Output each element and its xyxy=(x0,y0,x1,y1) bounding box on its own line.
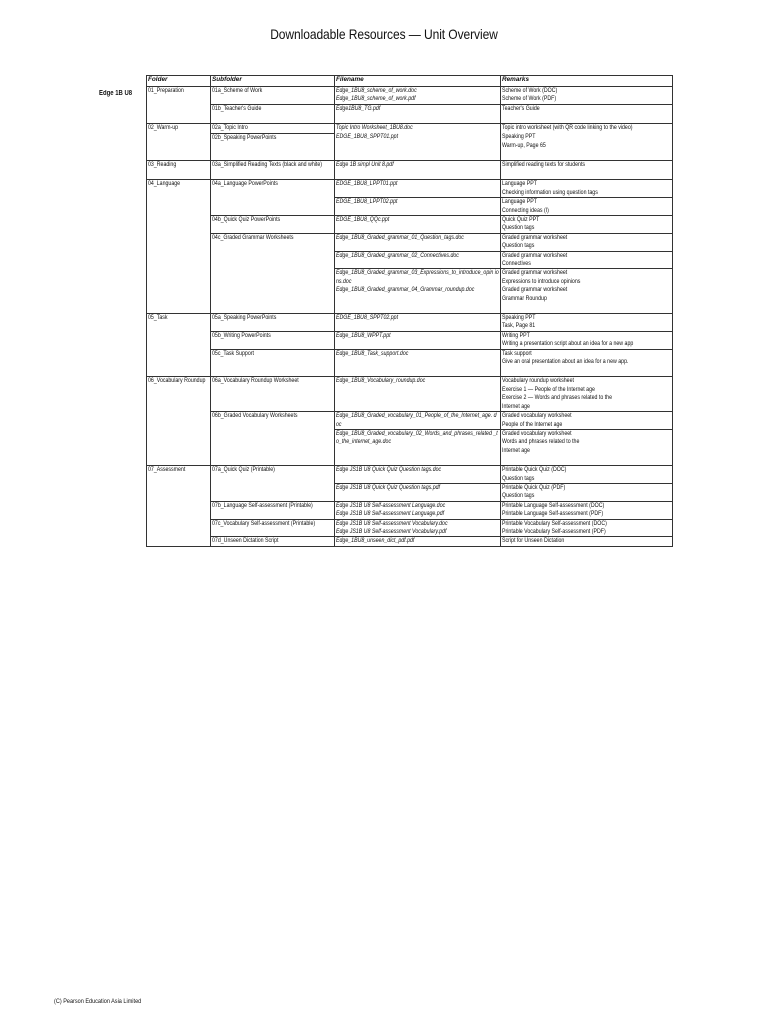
cell-filename: Edge_1BU8_Graded_grammar_04_Grammar_roundup.doc xyxy=(335,286,501,303)
cell-remarks xyxy=(501,286,673,303)
cell-subfolder xyxy=(211,198,335,216)
cell-folder xyxy=(147,501,211,510)
cell-subfolder: 04c_Graded Grammar Worksheets xyxy=(211,233,335,251)
remark-line: Speaking PPT xyxy=(502,314,536,322)
table-row xyxy=(147,510,673,519)
page-title: Downloadable Resources — Unit Overview xyxy=(270,26,498,42)
remark-line: Printable Language Self-assessment (PDF) xyxy=(502,510,604,518)
cell-filename: Edge_1BU8_WPPT.ppt xyxy=(335,331,501,349)
cell-subfolder: 01a_Scheme of Work xyxy=(211,87,335,96)
remark-line: Script for Unseen Dictation xyxy=(502,537,565,545)
cell-subfolder xyxy=(211,286,335,303)
cell-subfolder: 02b_Speaking PowerPoints xyxy=(211,133,335,150)
cell-folder xyxy=(147,331,211,349)
cell-filename: EDGE_1BU8_LPPT02.ppt xyxy=(335,198,501,216)
resources-table xyxy=(146,75,673,547)
cell-filename: Edge 1B simpl Unit 8.pdf xyxy=(335,160,501,169)
cell-folder xyxy=(147,95,211,104)
cell-subfolder xyxy=(211,510,335,519)
cell-subfolder xyxy=(211,95,335,104)
cell-subfolder: 04a_Language PowerPoints xyxy=(211,180,335,198)
cell-subfolder: 05a_Speaking PowerPoints xyxy=(211,314,335,332)
table-row xyxy=(147,349,673,366)
remark-line: Exercise 1 — People of the Internet age xyxy=(502,385,595,393)
cell-filename: Edge JS1B U8 Self-assessment Language.doc xyxy=(335,501,501,510)
cell-folder xyxy=(147,537,211,546)
header-folder: Folder xyxy=(147,76,211,87)
cell-subfolder: 01b_Teacher's Guide xyxy=(211,104,335,113)
cell-subfolder: 07a_Quick Quiz (Printable) xyxy=(211,466,335,484)
cell-folder xyxy=(147,349,211,366)
remark-line: Checking information using question tags xyxy=(502,188,598,196)
cell-remarks xyxy=(501,537,673,546)
remark-line: Scheme of Work (DOC) xyxy=(502,87,558,94)
group-spacer xyxy=(147,366,673,377)
cell-remarks xyxy=(501,133,673,150)
cell-folder xyxy=(147,412,211,430)
cell-subfolder: 05b_Writing PowerPoints xyxy=(211,331,335,349)
remark-line: Question tags xyxy=(502,224,535,232)
cell-filename: Edge_1BU8_Graded_vocabulary_02_Words_and_phrases_related _to_the_internet_age.doc xyxy=(335,429,501,455)
cell-remarks xyxy=(501,269,673,286)
cell-subfolder: 07c_Vocabulary Self-assessment (Printable) xyxy=(211,519,335,528)
cell-folder xyxy=(147,510,211,519)
cell-filename: EDGE_1BU8_LPPT01.ppt xyxy=(335,180,501,198)
header-remarks: Remarks xyxy=(501,76,673,87)
cell-folder xyxy=(147,528,211,537)
remark-line: Teacher's Guide xyxy=(502,104,540,112)
cell-remarks xyxy=(501,124,673,133)
cell-filename: Topic Intro Worksheet_1BU8.doc xyxy=(335,124,501,133)
table-row xyxy=(147,104,673,113)
table-row xyxy=(147,286,673,303)
table-row xyxy=(147,160,673,169)
remark-line: Speaking PPT xyxy=(502,133,536,141)
cell-subfolder: 03a_Simplified Reading Texts (black and white) xyxy=(211,160,335,169)
remark-line: Expressions to introduce opinions xyxy=(502,277,581,285)
table-row xyxy=(147,251,673,269)
remark-line: People of the Internet age xyxy=(502,420,563,428)
cell-folder: 01_Preparation xyxy=(147,87,211,96)
table-row xyxy=(147,377,673,412)
table-row xyxy=(147,269,673,286)
table-row xyxy=(147,483,673,501)
remark-line: Topic intro worksheet (with QR code linking to the video) xyxy=(502,124,633,132)
cell-remarks xyxy=(501,501,673,510)
remark-line: Printable Quick Quiz (PDF) xyxy=(502,483,566,491)
cell-folder xyxy=(147,104,211,113)
remark-line: Exercise 2 — Words and phrases related to the xyxy=(502,394,613,402)
cell-filename: Edge JS1B U8 Self-assessment Language.pdf xyxy=(335,510,501,519)
remark-line: Task support xyxy=(502,349,532,357)
footer-copyright: (C) Pearson Education Asia Limited xyxy=(54,998,142,1005)
table-row xyxy=(147,519,673,528)
remark-line: Simplified reading texts for students xyxy=(502,160,586,168)
cell-folder xyxy=(147,286,211,303)
remark-line: Writing a presentation script about an idea for a new app xyxy=(502,340,634,348)
remark-line: Language PPT xyxy=(502,198,537,206)
remark-line: Graded grammar worksheet xyxy=(502,233,568,241)
remark-line: Question tags xyxy=(502,474,535,482)
cell-remarks xyxy=(501,180,673,198)
cell-filename: Edge JS1B U8 Quick Quiz Question tags.pdf xyxy=(335,483,501,501)
cell-filename: Edge_1BU8_Graded_grammar_03_Expressions_to_introduce_opin ions.doc xyxy=(336,269,499,285)
table-row xyxy=(147,528,673,537)
table-row xyxy=(147,429,673,455)
cell-remarks xyxy=(501,331,673,349)
remark-line: Question tags xyxy=(502,242,535,250)
cell-folder xyxy=(147,519,211,528)
cell-filename: Edge_1BU8_scheme_of_work.pdf xyxy=(335,95,501,104)
cell-filename: Edge_1BU8_Graded_grammar_01_Question_tags.doc xyxy=(335,233,501,251)
remark-line: Internet age xyxy=(502,446,530,454)
cell-remarks xyxy=(501,528,673,537)
cell-filename: Edge_1BU8_Vocabulary_roundup.doc xyxy=(335,377,501,412)
cell-remarks xyxy=(501,466,673,484)
cell-remarks xyxy=(501,95,673,104)
header-filename: Filename xyxy=(335,76,501,87)
cell-folder: 02_Warm-up xyxy=(147,124,211,133)
table-row xyxy=(147,233,673,251)
cell-filename: Edge_1BU8_Graded_grammar_02_Connectives.doc xyxy=(335,251,501,269)
table-row xyxy=(147,537,673,546)
header-subfolder: Subfolder xyxy=(211,76,335,87)
cell-filename: Edge1BU8_TG.pdf xyxy=(335,104,501,113)
cell-folder: 03_Reading xyxy=(147,160,211,169)
cell-remarks xyxy=(501,412,673,430)
table-body xyxy=(147,87,673,547)
cell-subfolder xyxy=(211,528,335,537)
remark-line: Connectives xyxy=(502,260,531,267)
table-row xyxy=(147,466,673,484)
remark-line: Graded vocabulary worksheet xyxy=(502,412,572,420)
cell-folder: 05_Task xyxy=(147,314,211,332)
cell-remarks xyxy=(501,198,673,216)
cell-subfolder: 06b_Graded Vocabulary Worksheets xyxy=(211,412,335,430)
cell-remarks xyxy=(501,215,673,233)
cell-subfolder: 07b_Language Self-assessment (Printable) xyxy=(211,501,335,510)
remark-line: Printable Quick Quiz (DOC) xyxy=(502,466,567,474)
remark-line: Graded grammar worksheet xyxy=(502,251,568,259)
table-row xyxy=(147,412,673,430)
remark-line: Writing PPT xyxy=(502,331,530,339)
remark-line: Language PPT xyxy=(502,180,537,188)
cell-remarks xyxy=(501,483,673,501)
remark-line: Graded grammar worksheet xyxy=(502,286,568,294)
cell-subfolder xyxy=(211,483,335,501)
table-row xyxy=(147,501,673,510)
group-spacer xyxy=(147,303,673,314)
cell-folder xyxy=(147,215,211,233)
cell-subfolder: 07d_Unseen Dictation Script xyxy=(211,537,335,546)
remark-line: Words and phrases related to the xyxy=(502,438,580,446)
cell-filename: Edge JS1B U8 Self-assessment Vocabulary.pdf xyxy=(335,528,501,537)
cell-subfolder: 04b_Quick Quiz PowerPoints xyxy=(211,215,335,233)
remark-line: Printable Language Self-assessment (DOC) xyxy=(502,501,605,509)
cell-filename: EDGE_1BU8_SPPT01.ppt xyxy=(335,133,501,150)
cell-folder xyxy=(147,251,211,269)
cell-filename: Edge JS1B U8 Quick Quiz Question tags.doc xyxy=(335,466,501,484)
cell-folder xyxy=(147,269,211,286)
cell-folder xyxy=(147,133,211,150)
cell-remarks xyxy=(501,233,673,251)
group-spacer xyxy=(147,169,673,180)
remark-line: Graded vocabulary worksheet xyxy=(502,429,572,437)
cell-subfolder: 05c_Task Support xyxy=(211,349,335,366)
table-row xyxy=(147,180,673,198)
table-row xyxy=(147,95,673,104)
cell-subfolder xyxy=(211,269,335,286)
cell-folder: 07_Assessment xyxy=(147,466,211,484)
cell-folder: 04_Language xyxy=(147,180,211,198)
cell-filename: Edge_1BU8_Task_support.doc xyxy=(335,349,501,366)
table-row xyxy=(147,198,673,216)
remark-line: Grammar Roundup xyxy=(502,294,547,302)
cell-folder: 06_Vocabulary Roundup xyxy=(147,377,211,412)
group-spacer xyxy=(147,113,673,124)
unit-label: Edge 1B U8 xyxy=(99,90,133,97)
cell-subfolder: 02a_Topic Intro xyxy=(211,124,335,133)
cell-filename: Edge_1BU8_scheme_of_work.doc xyxy=(335,87,501,96)
table-row xyxy=(147,331,673,349)
cell-remarks xyxy=(501,349,673,366)
cell-remarks xyxy=(501,251,673,269)
cell-folder xyxy=(147,483,211,501)
cell-remarks xyxy=(501,87,673,96)
remark-line: Warm-up, Page 65 xyxy=(502,141,546,149)
remark-line: Scheme of Work (PDF) xyxy=(502,95,557,103)
remark-line: Internet age xyxy=(502,402,530,410)
cell-remarks xyxy=(501,377,673,412)
remark-line: Printable Vocabulary Self-assessment (DOC) xyxy=(502,519,607,527)
cell-folder xyxy=(147,429,211,455)
cell-folder xyxy=(147,198,211,216)
cell-remarks xyxy=(501,314,673,332)
cell-remarks xyxy=(501,429,673,455)
remark-line: Vocabulary roundup worksheet xyxy=(502,377,574,385)
cell-filename: Edge_1BU8_Graded_vocabulary_01_People_of_the_Internet_age. doc xyxy=(335,412,501,430)
cell-subfolder xyxy=(211,429,335,455)
table-row xyxy=(147,215,673,233)
cell-filename: EDGE_1BU8_SPPT02.ppt xyxy=(335,314,501,332)
cell-remarks xyxy=(501,160,673,169)
cell-filename: Edge_1BU8_unseen_dict_pdf.pdf xyxy=(335,537,501,546)
remark-line: Give an oral presentation about an idea for a new app. xyxy=(502,358,629,366)
remark-line: Question tags xyxy=(502,492,535,500)
table-header-row xyxy=(147,76,673,87)
group-spacer xyxy=(147,455,673,466)
cell-subfolder xyxy=(211,251,335,269)
remark-line: Printable Vocabulary Self-assessment (PDF) xyxy=(502,527,606,535)
remark-line: Task, Page 81 xyxy=(502,322,536,330)
group-spacer xyxy=(147,150,673,161)
cell-subfolder: 06a_Vocabulary Roundup Worksheet xyxy=(211,377,335,412)
cell-filename: EDGE_1BU8_QQc.ppt xyxy=(335,215,501,233)
table-row xyxy=(147,133,673,150)
remark-line: Connecting ideas (I) xyxy=(502,206,549,214)
cell-remarks xyxy=(501,519,673,528)
table-row xyxy=(147,87,673,96)
remark-line: Graded grammar worksheet xyxy=(502,269,568,277)
cell-remarks xyxy=(501,510,673,519)
remark-line: Quick Quiz PPT xyxy=(502,215,540,223)
cell-folder xyxy=(147,233,211,251)
cell-filename: Edge JS1B U8 Self-assessment Vocabulary.doc xyxy=(335,519,501,528)
cell-remarks xyxy=(501,104,673,113)
table-row xyxy=(147,314,673,332)
table-row xyxy=(147,124,673,133)
